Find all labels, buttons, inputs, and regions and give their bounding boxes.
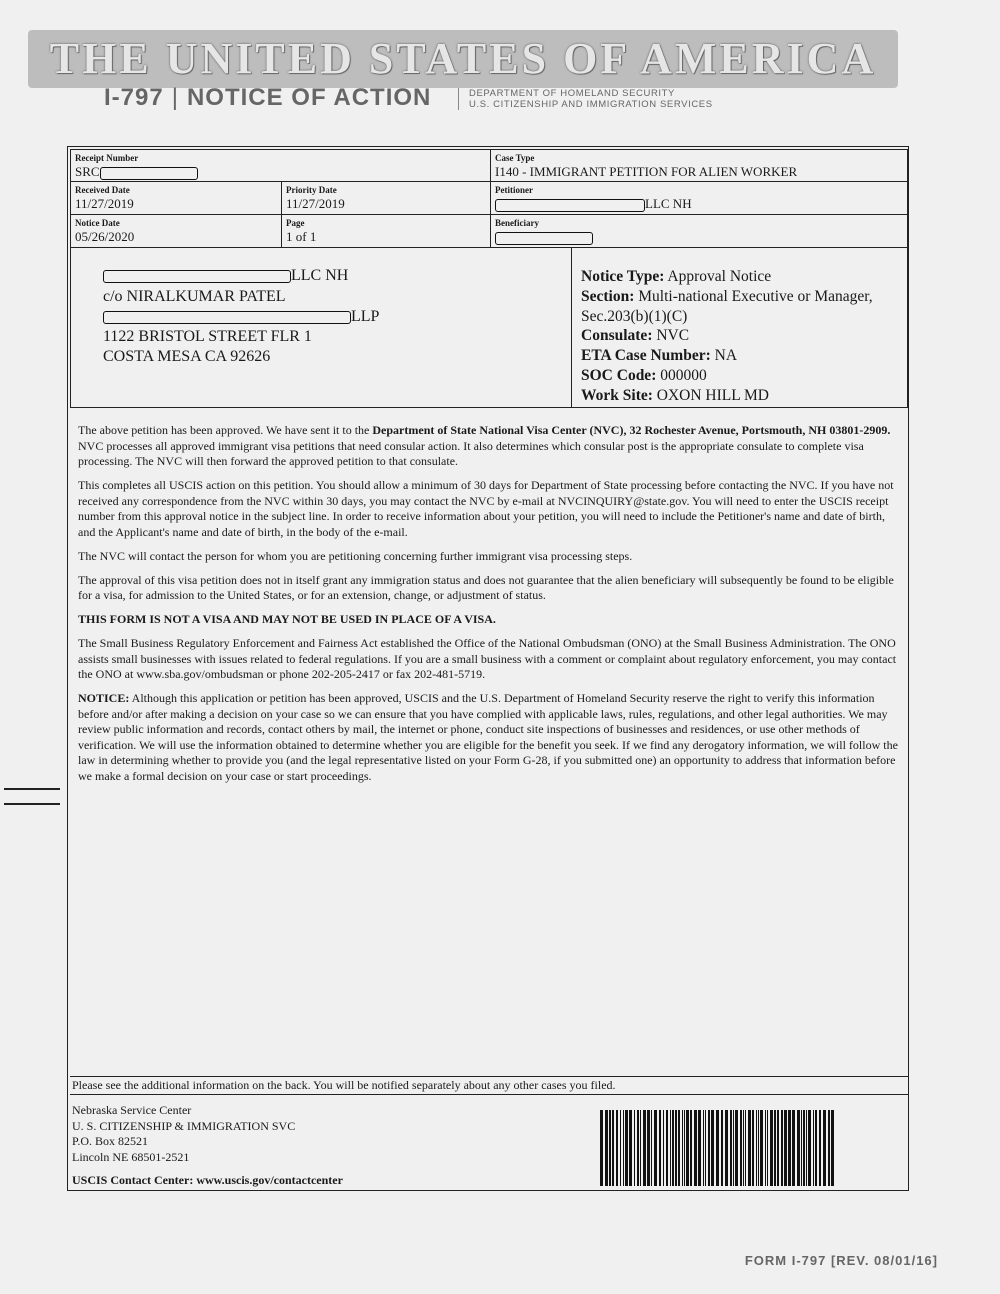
redaction-box bbox=[103, 311, 351, 324]
page-cell bbox=[281, 214, 491, 248]
receipt-number-label: Receipt Number bbox=[75, 153, 139, 163]
notice-details bbox=[581, 267, 901, 406]
notice-date-value: 05/26/2020 bbox=[75, 229, 135, 244]
form-revision: FORM I-797 [REV. 08/01/16] bbox=[744, 1253, 938, 1268]
notice-date-cell bbox=[70, 214, 282, 248]
body-paragraph-3: The NVC will contact the person for whom you are petitioning concerning further immigrant visa processing steps. bbox=[78, 548, 633, 563]
notice-type: Notice Type: Approval Notice bbox=[581, 268, 772, 285]
redaction-box bbox=[495, 232, 593, 245]
received-date-cell bbox=[70, 181, 282, 215]
notice-consulate: Consulate: NVC bbox=[581, 327, 690, 345]
office-line1: Nebraska Service Center bbox=[72, 1103, 192, 1117]
case-type-cell bbox=[490, 149, 908, 182]
banner-title: THE UNITED STATES OF AMERICA bbox=[49, 34, 877, 83]
body-paragraph-1: The above petition has been approved. We have sent it to the Department of State National Visa Center (NVC), 32 Rochester Avenue, Portsmouth, NH 03801-2909. NVC processes all approved immigrant visa petitions that need consular action. It also determines which consular post is the appropriate consulate to complete visa processing. The NVC will then forward the approved petition to that consulate. bbox=[78, 423, 891, 468]
form-name: NOTICE OF ACTION bbox=[186, 84, 432, 111]
form-title bbox=[104, 84, 431, 112]
form-number: I-797 bbox=[104, 84, 164, 111]
notice-date-label: Notice Date bbox=[75, 218, 120, 228]
beneficiary-cell bbox=[490, 214, 908, 248]
title-separator: | bbox=[171, 84, 179, 111]
received-date-value: 11/27/2019 bbox=[75, 196, 134, 211]
address-line3: LLP bbox=[103, 307, 379, 327]
received-date-label: Received Date bbox=[75, 185, 130, 195]
notice-section: Section: Multi-national Executive or Manager, bbox=[581, 287, 873, 305]
case-type-value: I140 - IMMIGRANT PETITION FOR ALIEN WORKER bbox=[495, 164, 798, 179]
address-line2: c/o NIRALKUMAR PATEL bbox=[103, 288, 286, 305]
body-paragraph-4: The approval of this visa petition does not in itself grant any immigration status and does not guarantee that the alien beneficiary will subsequently be found to be eligible for a visa, for admission to the United States, or for an extension, change, or adjustment of status. bbox=[78, 572, 894, 602]
redaction-box bbox=[100, 167, 198, 180]
margin-mark bbox=[4, 788, 60, 790]
contact-center: USCIS Contact Center: www.uscis.gov/contactcenter bbox=[72, 1173, 343, 1187]
barcode bbox=[598, 1110, 838, 1186]
footer-note: Please see the additional information on the back. You will be notified separately about any other cases you filed. bbox=[72, 1078, 616, 1092]
office-line3: P.O. Box 82521 bbox=[72, 1134, 149, 1148]
beneficiary-value bbox=[495, 229, 907, 245]
petitioner-value: LLC NH bbox=[495, 196, 907, 212]
petitioner-label: Petitioner bbox=[495, 185, 533, 195]
office-line4: Lincoln NE 68501-2521 bbox=[72, 1149, 190, 1164]
notice-section-code: Sec.203(b)(1)(C) bbox=[581, 307, 688, 325]
address-line1: LLC NH bbox=[103, 266, 348, 286]
service-center-address bbox=[72, 1103, 295, 1165]
case-type-label: Case Type bbox=[495, 153, 535, 163]
notice-soc-code: SOC Code: 000000 bbox=[581, 366, 707, 384]
department-block bbox=[458, 88, 713, 110]
receipt-number-cell bbox=[70, 149, 491, 182]
department-line2: U.S. CITIZENSHIP AND IMMIGRATION SERVICES bbox=[469, 99, 713, 110]
address-line4: 1122 BRISTOL STREET FLR 1 bbox=[103, 328, 312, 345]
priority-date-cell bbox=[281, 181, 491, 215]
page-label: Page bbox=[286, 218, 305, 228]
notice-eta-case: ETA Case Number: NA bbox=[581, 347, 738, 365]
footer-divider-2 bbox=[70, 1094, 908, 1095]
department-line1: DEPARTMENT OF HOMELAND SECURITY bbox=[469, 88, 675, 99]
redaction-box bbox=[495, 199, 645, 212]
body-paragraph-7: NOTICE: Although this application or petition has been approved, USCIS and the U.S. Department of Homeland Security reserve the right to verify this information before and/or after making a decision on your case so we can ensure that you have complied with applicable laws, rules, regulations, and other legal authorities. We may review public information and records, contact others by mail, the internet or phone, conduct site inspections of businesses and residences, or use other methods of verification. We will use the information obtained to determine whether you are eligible for the benefit you seek. If we find any derogatory information, we will follow the law in determining whether to provide you (and the legal representative listed on your Form G-28, if you submitted one) an opportunity to address that information before we make a formal decision on your case or start proceedings. bbox=[78, 691, 898, 783]
body-paragraph-6: The Small Business Regulatory Enforcement and Fairness Act established the Office of the National Ombudsman (ONO) at the Small Business Administration. The ONO assists small businesses with issues related to federal regulations. If you are a small business with a comment or complaint about regulatory enforcement, you may contact the ONO at www.sba.gov/ombudsman or phone 202-205-2417 or fax 202-481-5719. bbox=[78, 636, 897, 681]
address-line5: COSTA MESA CA 92626 bbox=[103, 348, 271, 365]
beneficiary-label: Beneficiary bbox=[495, 218, 539, 228]
notice-body bbox=[78, 423, 904, 793]
body-paragraph-2: This completes all USCIS action on this petition. You should allow a minimum of 30 days for Department of State processing before contacting the NVC. If you have not received any correspondence from the NVC within 30 days, you may contact the NVC by e-mail at NVCINQUIRY@state.gov. You will need to enter the USCIS receipt number from this approval notice in the subject line. In order to receive information about your petition, you will need to include the Petitioner's name and date of birth, and the Applicant's name and date of birth, in the body of the e-mail. bbox=[78, 478, 894, 539]
notice-work-site: Work Site: OXON HILL MD bbox=[581, 386, 769, 404]
body-paragraph-5: THIS FORM IS NOT A VISA AND MAY NOT BE USED IN PLACE OF A VISA. bbox=[78, 612, 496, 626]
page-value: 1 of 1 bbox=[286, 229, 317, 244]
priority-date-label: Priority Date bbox=[286, 185, 337, 195]
margin-mark bbox=[4, 803, 60, 805]
redaction-box bbox=[103, 270, 291, 283]
petitioner-cell bbox=[490, 181, 908, 215]
office-line2: U. S. CITIZENSHIP & IMMIGRATION SVC bbox=[72, 1118, 296, 1133]
receipt-number-value: SRC bbox=[75, 164, 490, 180]
priority-date-value: 11/27/2019 bbox=[286, 196, 345, 211]
